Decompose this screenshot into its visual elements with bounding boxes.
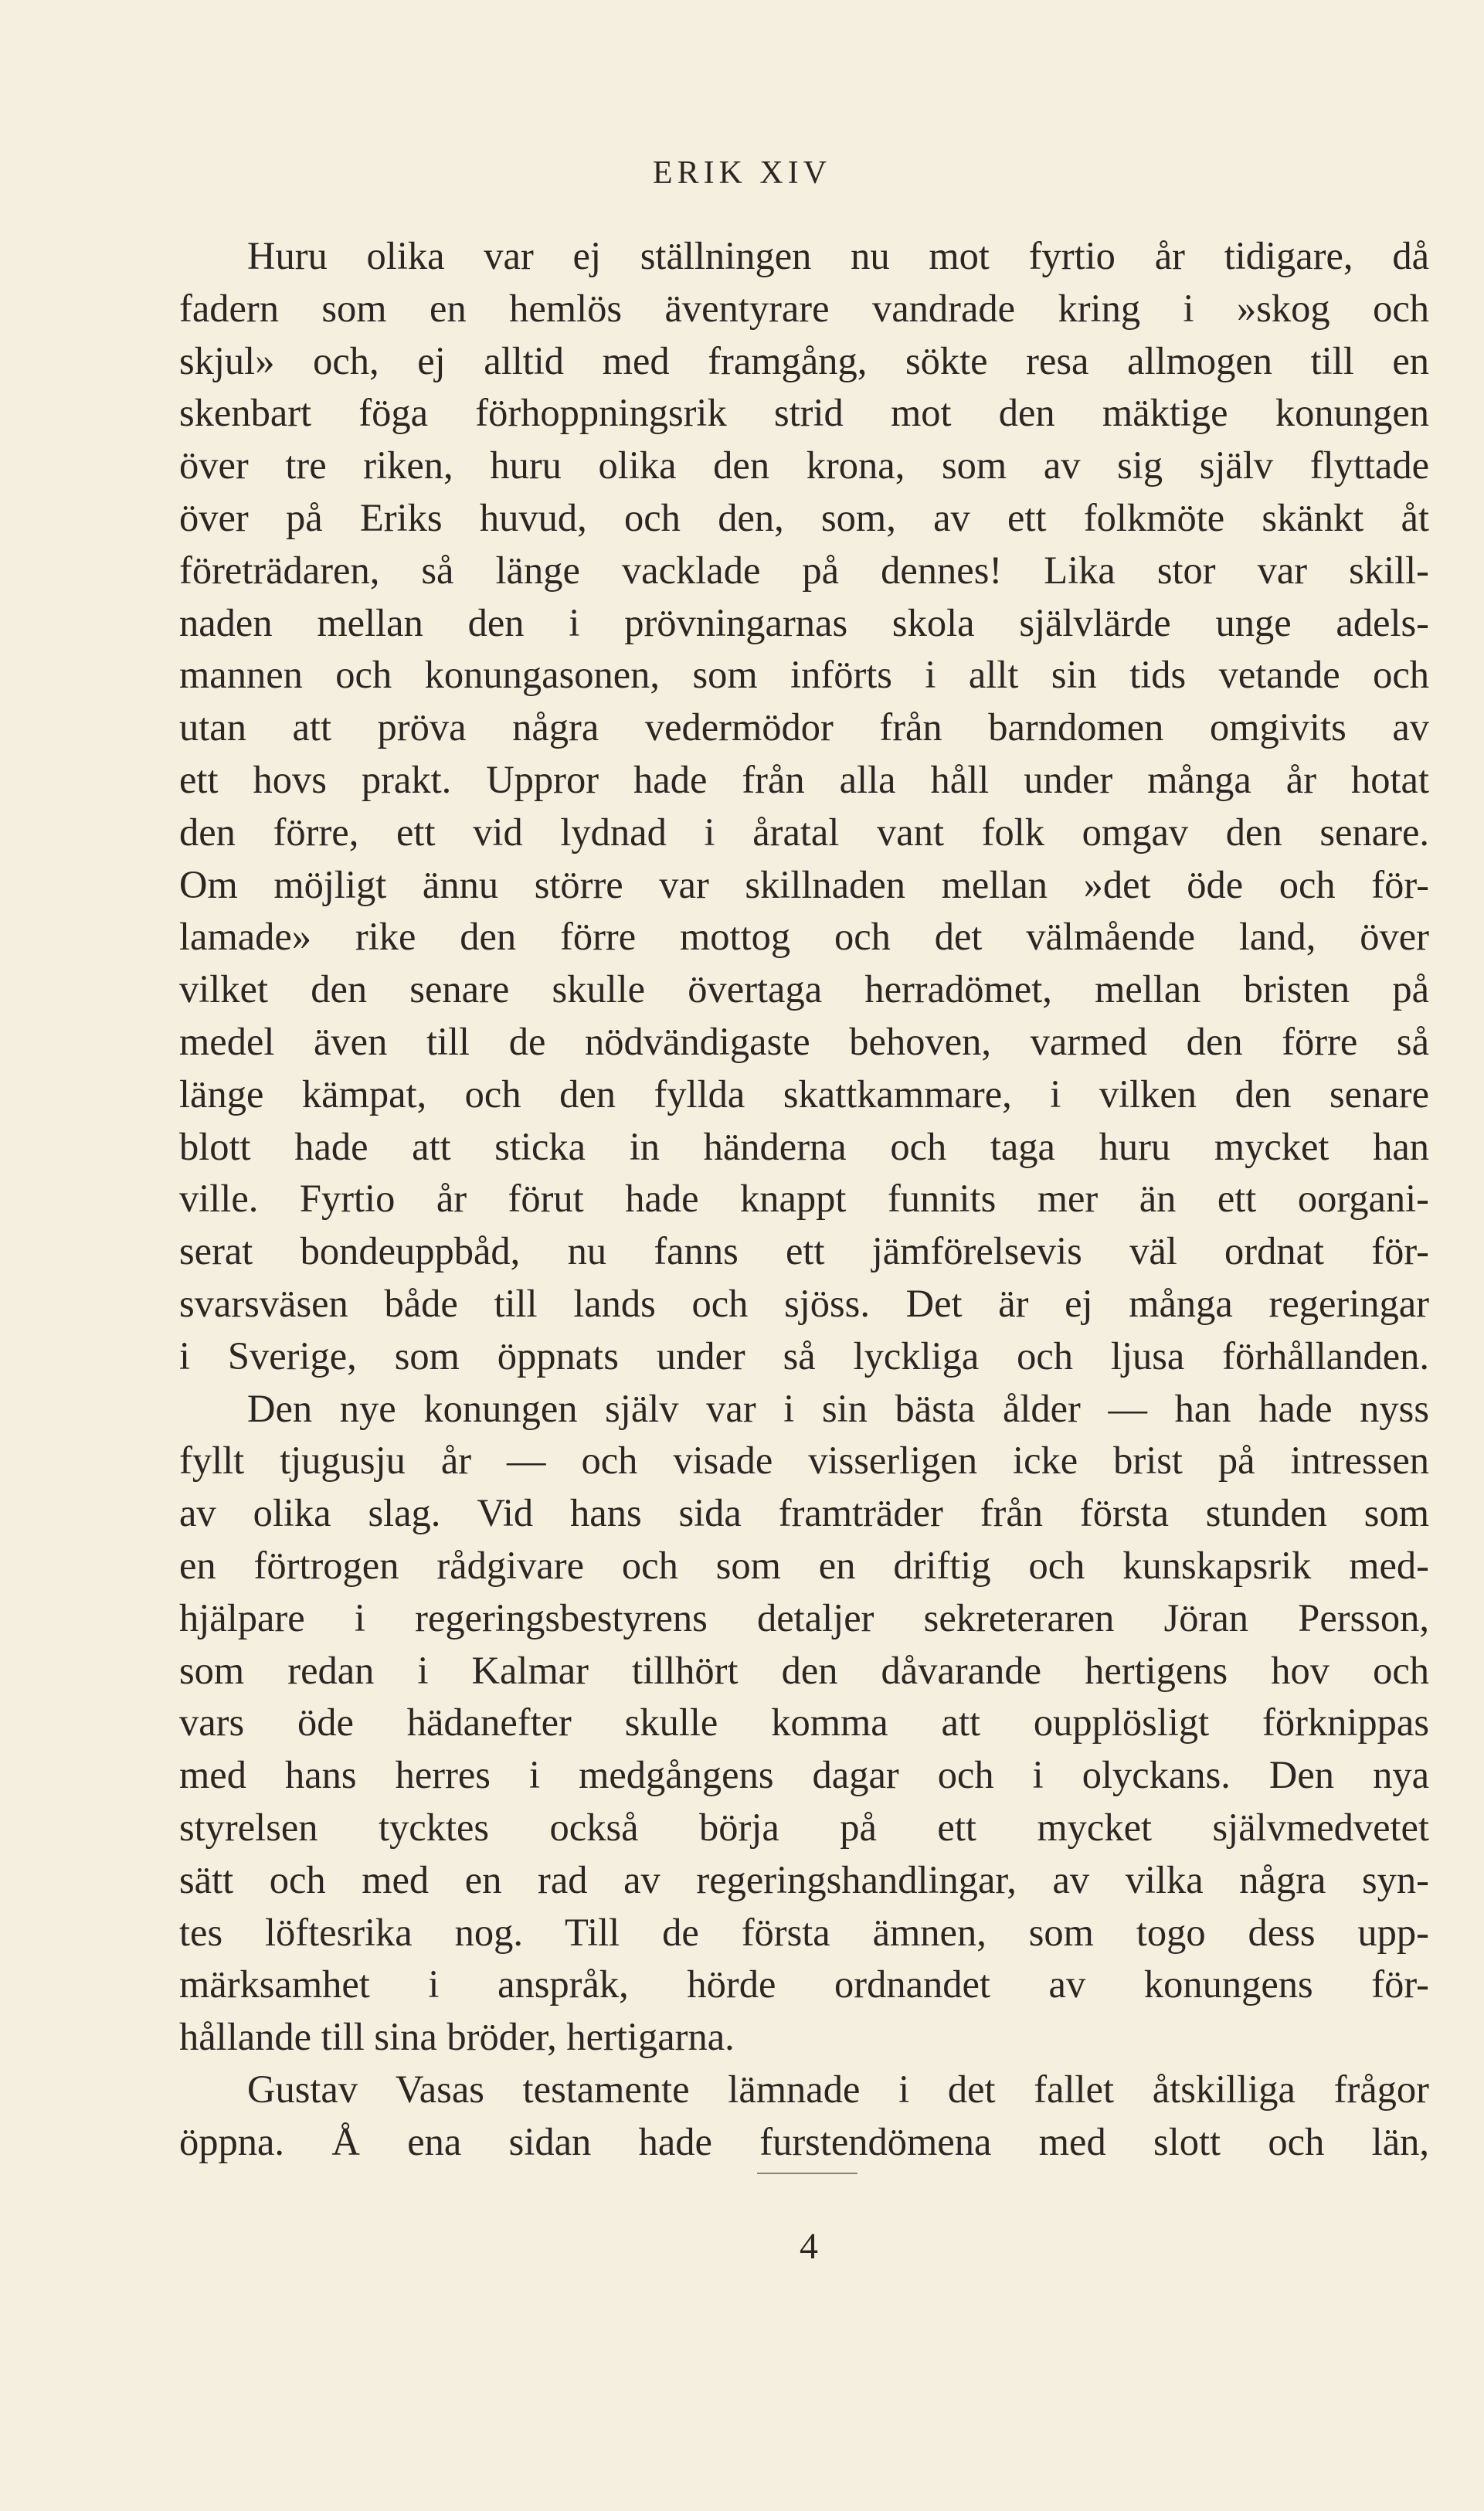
text-line: öppna. Å ena sidan hade furstendömena med slott och län, (179, 2119, 1429, 2163)
body-text (179, 230, 1429, 2168)
text-line: naden mellan den i prövningarnas skola självlärde unge adels- (179, 600, 1429, 644)
text-line: skenbart föga förhoppningsrik strid mot den mäktige konungen (179, 391, 1429, 435)
text-line: vilket den senare skulle övertaga herradömet, mellan bristen på (179, 967, 1429, 1011)
text-line: Huru olika var ej ställningen nu mot fyrtio år tidigare, då (247, 234, 1429, 277)
text-line: hållande till sina bröder, hertigarna. (179, 2015, 735, 2059)
text-line: den förre, ett vid lydnad i åratal vant folk omgav den senare. (179, 810, 1429, 854)
page-number: 4 (800, 2226, 818, 2267)
text-line: blott hade att sticka in händerna och taga huru mycket han (179, 1124, 1429, 1168)
text-line: vars öde hädanefter skulle komma att oupplösligt förknippas (179, 1701, 1429, 1745)
text-line: ett hovs prakt. Uppror hade från alla håll under många år hotat (179, 757, 1429, 801)
text-line: i Sverige, som öppnats under så lyckliga och ljusa förhållanden. (179, 1334, 1429, 1378)
text-line: som redan i Kalmar tillhört den dåvarande hertigens hov och (179, 1648, 1429, 1692)
text-line: länge kämpat, och den fyllda skattkammare, i vilken den senare (179, 1072, 1429, 1116)
text-line: svarsväsen både till lands och sjöss. Det är ej många regeringar (179, 1281, 1429, 1325)
text-line: tes löftesrika nog. Till de första ämnen, som togo dess upp- (179, 1910, 1429, 1954)
text-line: märksamhet i anspråk, hörde ordnandet av konungens för- (179, 1962, 1429, 2006)
text-line: Den nye konungen själv var i sin bästa ålder — han hade nyss (247, 1386, 1429, 1430)
text-line: skjul» och, ej alltid med framgång, sökte resa allmogen till en (179, 338, 1429, 382)
text-line: hjälpare i regeringsbestyrens detaljer sekreteraren Jöran Persson, (179, 1595, 1429, 1639)
text-line: med hans herres i medgångens dagar och i olyckans. Den nya (179, 1753, 1429, 1797)
text-line: över på Eriks huvud, och den, som, av ett folkmöte skänkt åt (179, 495, 1429, 539)
footer-rule (757, 2173, 857, 2174)
running-header: ERIK XIV (652, 155, 832, 191)
text-line: företrädaren, så länge vacklade på dennes! Lika stor var skill- (179, 548, 1429, 592)
text-line: styrelsen tycktes också börja på ett mycket självmedvetet (179, 1805, 1429, 1849)
text-line: Gustav Vasas testamente lämnade i det fallet åtskilliga frågor (247, 2067, 1429, 2111)
text-line: fyllt tjugusju år — och visade visserligen icke brist på intressen (179, 1439, 1429, 1483)
text-line: serat bondeuppbåd, nu fanns ett jämförelsevis väl ordnat för- (179, 1229, 1429, 1273)
text-line: en förtrogen rådgivare och som en driftig och kunskapsrik med- (179, 1543, 1429, 1587)
text-line: av olika slag. Vid hans sida framträder från första stunden som (179, 1491, 1429, 1535)
text-line: fadern som en hemlös äventyrare vandrade kring i »skog och (179, 286, 1429, 330)
text-line: lamade» rike den förre mottog och det välmående land, över (179, 915, 1429, 959)
text-line: sätt och med en rad av regeringshandlingar, av vilka några syn- (179, 1857, 1429, 1901)
text-line: Om möjligt ännu större var skillnaden mellan »det öde och för- (179, 862, 1429, 906)
text-line: ville. Fyrtio år förut hade knappt funnits mer än ett oorgani- (179, 1177, 1429, 1221)
text-line: utan att pröva några vedermödor från barndomen omgivits av (179, 705, 1429, 749)
text-line: mannen och konungasonen, som införts i allt sin tids vetande och (179, 653, 1429, 697)
text-line: över tre riken, huru olika den krona, som av sig själv flyttade (179, 443, 1429, 488)
text-line: medel även till de nödvändigaste behoven, varmed den förre så (179, 1019, 1429, 1063)
